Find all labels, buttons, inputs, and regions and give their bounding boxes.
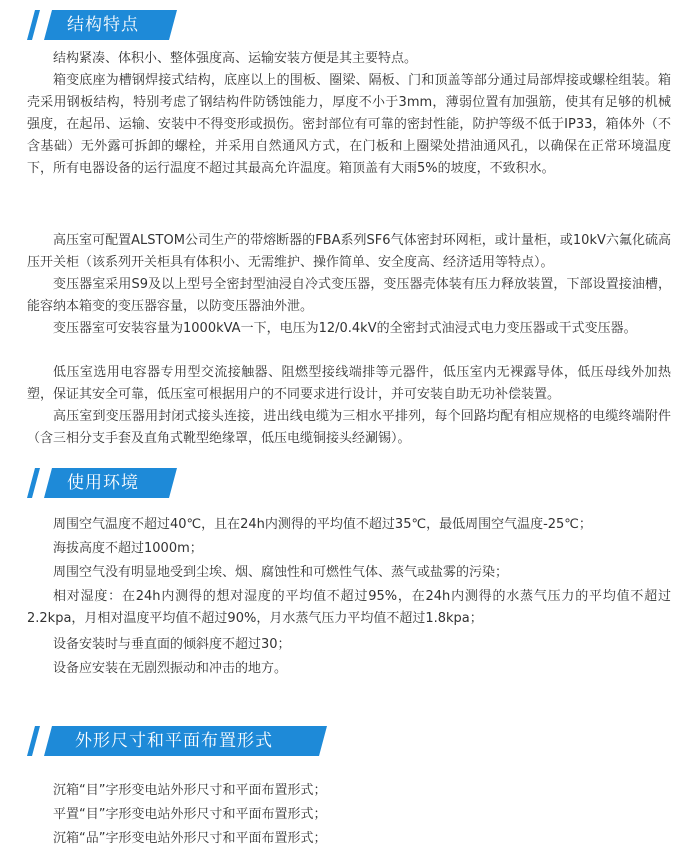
environment-line: 设备应安装在无剧烈振动和冲击的地方。 — [53, 661, 288, 676]
environment-line: 周围空气温度不超过40℃，且在24h内测得的平均值不超过35℃，最低周围空气温度-25℃； — [53, 517, 592, 532]
section-title: 结构特点 — [67, 15, 139, 35]
paragraph: 变压器室可安装容量为1000kVA一下，电压为12/0.4kV的全密封式油浸式电力变压器或干式变压器。 — [53, 321, 637, 336]
paragraph: 高压室到变压器用封闭式接头连接，进出线电缆为三相水平排列，每个回路均配有相应规格的电缆终端附件（含三相分支手套及直角式靴型绝缘罩，低压电缆铜接头经涮锡）。 — [27, 409, 671, 446]
section-header-environment — [27, 468, 177, 498]
section-header-structure — [27, 10, 177, 40]
paragraph: 结构紧凑、体积小、整体强度高、运输安装方便是其主要特点。 — [53, 51, 418, 66]
layout-line: 沉箱“品”字形变电站外形尺寸和平面布置形式； — [53, 831, 327, 846]
environment-line: 设备安装时与垂直面的倾斜度不超过30； — [53, 637, 291, 652]
paragraph: 低压室选用电容器专用型交流接触器、阻燃型接线端排等元器件，低压室内无裸露导体，低压母线外加热塑，保证其安全可靠，低压室可根据用户的不同要求进行设计，并可安装自助无功补偿装置。 — [27, 365, 671, 402]
section-title: 外形尺寸和平面布置形式 — [75, 731, 273, 751]
environment-line: 周围空气没有明显地受到尘埃、烟、腐蚀性和可燃性气体、蒸气或盐雾的污染； — [53, 565, 509, 580]
humidity-paragraph: 相对湿度：在24h内测得的想对湿度的平均值不超过95%，在24h内测得的水蒸气压力的平均值不超过2.2kpa，月相对温度平均值不超过90%，月水蒸气压力平均值不超过1.8kpa； — [27, 589, 671, 626]
paragraph: 变压器室采用S9及以上型号全密封型油浸自冷式变压器，变压器壳体装有压力释放装置，下部设置接油槽，能容纳本箱变的变压器容量，以防变压器油外泄。 — [27, 277, 671, 314]
paragraph: 箱变底座为槽钢焊接式结构，底座以上的围板、圈梁、隔板、门和顶盖等部分通过局部焊接或螺栓组装。箱壳采用钢板结构，特别考虑了钢结构件防锈蚀能力，厚度不小于3mm，薄弱位置有加强筋，使其有足够的机械强度，在起吊、运输、安装中不得变形或损伤。密封部位有可靠的密封性能，防护等级不低于IP33，箱体外（不含基础）无外露可拆卸的螺栓，并采用自然通风方式，在门板和上圈梁处措油通风孔，以确保在正常环境温度下，所有电器设备的运行温度不超过其最高允许温度。箱顶盖有大雨5%的坡度，不致积水。 — [27, 73, 671, 176]
section-header-layout — [27, 726, 327, 756]
section-title: 使用环境 — [67, 473, 139, 493]
paragraph: 高压室可配置ALSTOM公司生产的带熔断器的FBA系列SF6气体密封环网柜，或计量柜，或10kV六氟化硫高压开关柜（该系列开关柜具有体积小、无需维护、操作简单、安全度高、经济适用等特点）。 — [27, 233, 671, 270]
environment-line: 海拔高度不超过1000m； — [53, 541, 203, 556]
layout-line: 沉箱“目”字形变电站外形尺寸和平面布置形式； — [53, 783, 327, 798]
layout-line: 平置“目”字形变电站外形尺寸和平面布置形式； — [53, 807, 327, 822]
